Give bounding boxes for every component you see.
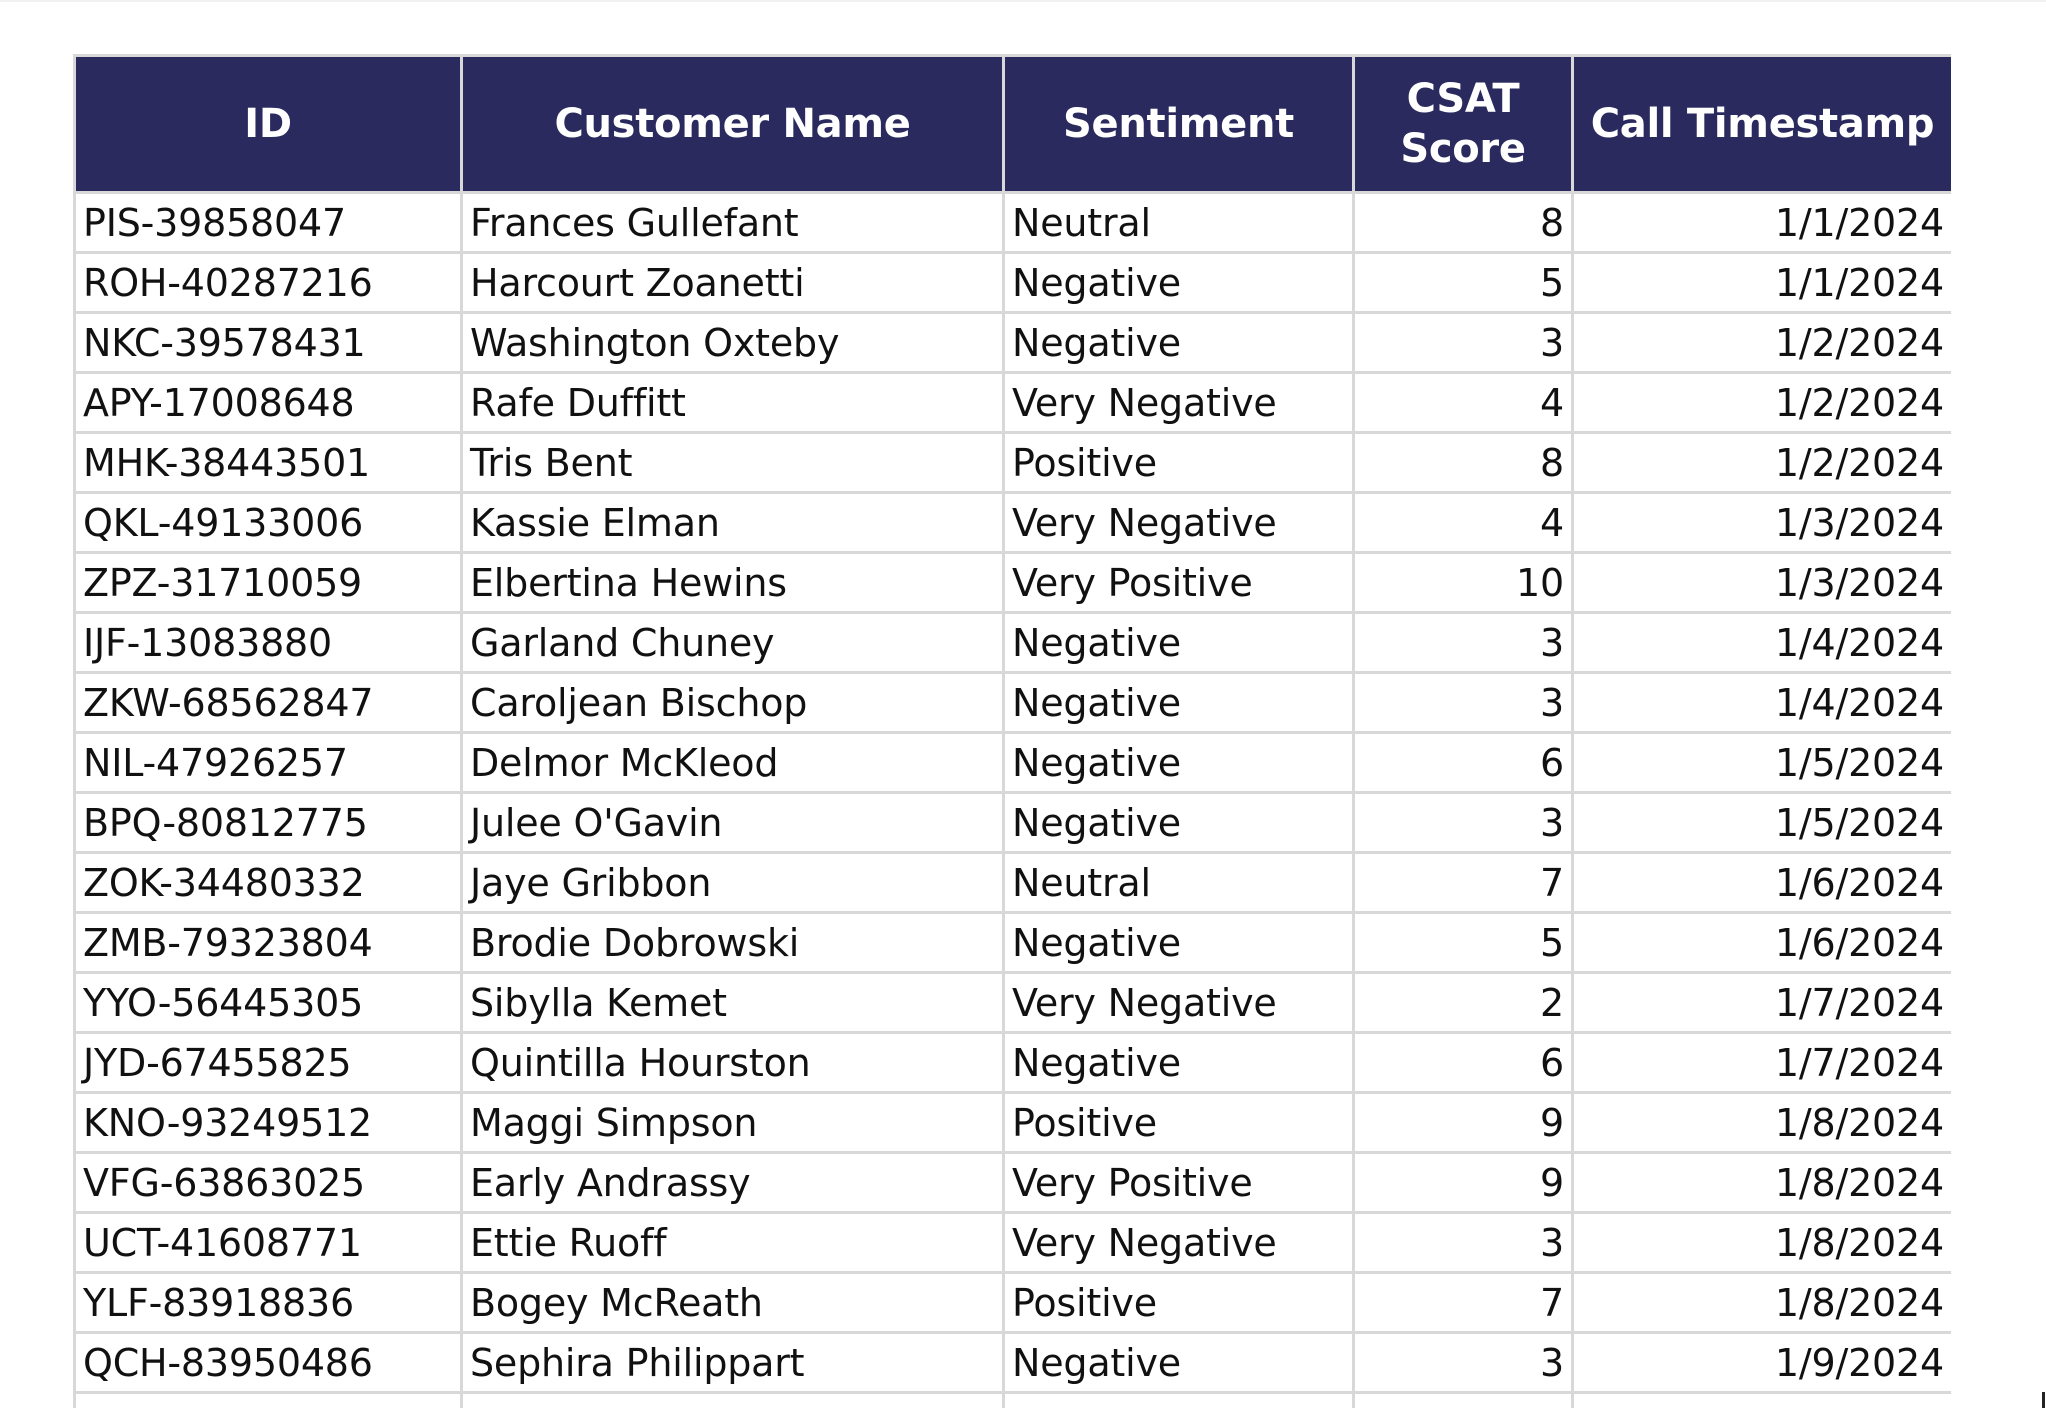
table-row: [75, 313, 1952, 373]
cell-sentiment[interactable]: Very Negative: [1004, 973, 1354, 1033]
top-divider: [0, 0, 2046, 2]
cell-sentiment[interactable]: Neutral: [1004, 193, 1354, 253]
cell-call-timestamp[interactable]: 1/4/2024: [1573, 613, 1952, 673]
table-row: [75, 1393, 1952, 1408]
cell-id[interactable]: UCT-41608771: [75, 1213, 462, 1273]
cell-csat-score[interactable]: 5: [1354, 913, 1573, 973]
header-row: [75, 56, 1952, 193]
cell-sentiment[interactable]: Very Negative: [1004, 373, 1354, 433]
cell-customer-name[interactable]: Julee O'Gavin: [462, 793, 1004, 853]
cell-call-timestamp[interactable]: 1/5/2024: [1573, 793, 1952, 853]
cell-csat-score[interactable]: 3: [1354, 1213, 1573, 1273]
cell-csat-score[interactable]: 10: [1354, 553, 1573, 613]
cell-customer-name[interactable]: Kassie Elman: [462, 493, 1004, 553]
cell-call-timestamp[interactable]: [1573, 1393, 1952, 1408]
cell-sentiment[interactable]: Very Negative: [1004, 493, 1354, 553]
cell-csat-score[interactable]: 7: [1354, 853, 1573, 913]
cell-csat-score[interactable]: 9: [1354, 1093, 1573, 1153]
header-csat-line1: CSAT: [1406, 76, 1520, 122]
cell-sentiment[interactable]: Positive: [1004, 1093, 1354, 1153]
cell-id[interactable]: ZMB-79323804: [75, 913, 462, 973]
table-row: [75, 913, 1952, 973]
cell-id[interactable]: JYD-67455825: [75, 1033, 462, 1093]
header-customer-name[interactable]: Customer Name: [462, 56, 1004, 193]
cell-sentiment[interactable]: [1004, 1393, 1354, 1408]
cell-call-timestamp[interactable]: 1/8/2024: [1573, 1213, 1952, 1273]
cell-call-timestamp[interactable]: 1/1/2024: [1573, 253, 1952, 313]
cell-call-timestamp[interactable]: 1/9/2024: [1573, 1333, 1952, 1393]
header-csat-score[interactable]: [1354, 56, 1573, 193]
cell-call-timestamp[interactable]: 1/3/2024: [1573, 553, 1952, 613]
header-csat-line2: Score: [1400, 126, 1526, 172]
table-row: [75, 733, 1952, 793]
cell-customer-name[interactable]: Caroljean Bischop: [462, 673, 1004, 733]
cell-csat-score[interactable]: 4: [1354, 373, 1573, 433]
cell-call-timestamp[interactable]: 1/2/2024: [1573, 313, 1952, 373]
cell-sentiment[interactable]: Negative: [1004, 613, 1354, 673]
table-row: [75, 493, 1952, 553]
cell-id[interactable]: NIL-47926257: [75, 733, 462, 793]
cell-id[interactable]: NKC-39578431: [75, 313, 462, 373]
table-row: [75, 793, 1952, 853]
cell-sentiment[interactable]: Negative: [1004, 673, 1354, 733]
cell-csat-score[interactable]: 3: [1354, 613, 1573, 673]
cell-call-timestamp[interactable]: 1/2/2024: [1573, 373, 1952, 433]
table-row: [75, 1213, 1952, 1273]
call-records-table: [73, 54, 1951, 1408]
cell-id[interactable]: [75, 1393, 462, 1408]
cell-csat-score[interactable]: [1354, 1393, 1573, 1408]
scroll-edge-marker: [2042, 1392, 2045, 1408]
cell-csat-score[interactable]: 2: [1354, 973, 1573, 1033]
cell-customer-name[interactable]: Rafe Duffitt: [462, 373, 1004, 433]
cell-customer-name[interactable]: Frances Gullefant: [462, 193, 1004, 253]
table-row: [75, 1033, 1952, 1093]
table-row: [75, 853, 1952, 913]
cell-call-timestamp[interactable]: 1/2/2024: [1573, 433, 1952, 493]
table-row: [75, 1153, 1952, 1213]
cell-id[interactable]: APY-17008648: [75, 373, 462, 433]
cell-sentiment[interactable]: Negative: [1004, 313, 1354, 373]
spreadsheet-area: [73, 54, 1951, 1408]
cell-customer-name[interactable]: Harcourt Zoanetti: [462, 253, 1004, 313]
table-row: [75, 1093, 1952, 1153]
cell-id[interactable]: ZPZ-31710059: [75, 553, 462, 613]
cell-customer-name[interactable]: Maggi Simpson: [462, 1093, 1004, 1153]
cell-call-timestamp[interactable]: 1/6/2024: [1573, 853, 1952, 913]
cell-customer-name[interactable]: Sephira Philippart: [462, 1333, 1004, 1393]
table-row: [75, 973, 1952, 1033]
cell-sentiment[interactable]: Negative: [1004, 253, 1354, 313]
cell-call-timestamp[interactable]: 1/5/2024: [1573, 733, 1952, 793]
cell-sentiment[interactable]: Negative: [1004, 1333, 1354, 1393]
cell-call-timestamp[interactable]: 1/7/2024: [1573, 1033, 1952, 1093]
table-row: [75, 433, 1952, 493]
cell-call-timestamp[interactable]: 1/8/2024: [1573, 1093, 1952, 1153]
cell-csat-score[interactable]: 4: [1354, 493, 1573, 553]
cell-csat-score[interactable]: 6: [1354, 1033, 1573, 1093]
table-row: [75, 373, 1952, 433]
table-row: [75, 1273, 1952, 1333]
cell-id[interactable]: IJF-13083880: [75, 613, 462, 673]
cell-id[interactable]: YLF-83918836: [75, 1273, 462, 1333]
cell-customer-name[interactable]: [462, 1393, 1004, 1408]
table-row: [75, 673, 1952, 733]
cell-id[interactable]: YYO-56445305: [75, 973, 462, 1033]
table-row: [75, 613, 1952, 673]
cell-csat-score[interactable]: 3: [1354, 793, 1573, 853]
cell-customer-name[interactable]: Ettie Ruoff: [462, 1213, 1004, 1273]
cell-sentiment[interactable]: Negative: [1004, 913, 1354, 973]
cell-sentiment[interactable]: Neutral: [1004, 853, 1354, 913]
cell-sentiment[interactable]: Negative: [1004, 733, 1354, 793]
cell-customer-name[interactable]: Elbertina Hewins: [462, 553, 1004, 613]
table-row: [75, 553, 1952, 613]
cell-sentiment[interactable]: Very Positive: [1004, 553, 1354, 613]
cell-id[interactable]: ZKW-68562847: [75, 673, 462, 733]
cell-csat-score[interactable]: 6: [1354, 733, 1573, 793]
table-row: [75, 193, 1952, 253]
cell-call-timestamp[interactable]: 1/8/2024: [1573, 1153, 1952, 1213]
header-id[interactable]: ID: [75, 56, 462, 193]
cell-customer-name[interactable]: Brodie Dobrowski: [462, 913, 1004, 973]
cell-customer-name[interactable]: Sibylla Kemet: [462, 973, 1004, 1033]
cell-sentiment[interactable]: Positive: [1004, 1273, 1354, 1333]
cell-csat-score[interactable]: 8: [1354, 433, 1573, 493]
cell-csat-score[interactable]: 5: [1354, 253, 1573, 313]
cell-customer-name[interactable]: Bogey McReath: [462, 1273, 1004, 1333]
cell-customer-name[interactable]: Garland Chuney: [462, 613, 1004, 673]
cell-customer-name[interactable]: Quintilla Hourston: [462, 1033, 1004, 1093]
cell-sentiment[interactable]: Very Positive: [1004, 1153, 1354, 1213]
cell-csat-score[interactable]: 3: [1354, 673, 1573, 733]
cell-customer-name[interactable]: Jaye Gribbon: [462, 853, 1004, 913]
cell-id[interactable]: MHK-38443501: [75, 433, 462, 493]
cell-sentiment[interactable]: Positive: [1004, 433, 1354, 493]
cell-call-timestamp[interactable]: 1/4/2024: [1573, 673, 1952, 733]
cell-sentiment[interactable]: Very Negative: [1004, 1213, 1354, 1273]
cell-id[interactable]: BPQ-80812775: [75, 793, 462, 853]
cell-call-timestamp[interactable]: 1/8/2024: [1573, 1273, 1952, 1333]
cell-id[interactable]: ROH-40287216: [75, 253, 462, 313]
cell-csat-score[interactable]: 7: [1354, 1273, 1573, 1333]
cell-csat-score[interactable]: 8: [1354, 193, 1573, 253]
cell-csat-score[interactable]: 3: [1354, 1333, 1573, 1393]
cell-csat-score[interactable]: 9: [1354, 1153, 1573, 1213]
cell-id[interactable]: KNO-93249512: [75, 1093, 462, 1153]
cell-id[interactable]: VFG-63863025: [75, 1153, 462, 1213]
cell-id[interactable]: QKL-49133006: [75, 493, 462, 553]
cell-call-timestamp[interactable]: 1/3/2024: [1573, 493, 1952, 553]
cell-call-timestamp[interactable]: 1/7/2024: [1573, 973, 1952, 1033]
cell-csat-score[interactable]: 3: [1354, 313, 1573, 373]
cell-id[interactable]: PIS-39858047: [75, 193, 462, 253]
cell-sentiment[interactable]: Negative: [1004, 1033, 1354, 1093]
cell-customer-name[interactable]: Delmor McKleod: [462, 733, 1004, 793]
header-sentiment[interactable]: Sentiment: [1004, 56, 1354, 193]
cell-id[interactable]: QCH-83950486: [75, 1333, 462, 1393]
cell-customer-name[interactable]: Tris Bent: [462, 433, 1004, 493]
cell-id[interactable]: ZOK-34480332: [75, 853, 462, 913]
header-call-timestamp[interactable]: Call Timestamp: [1573, 56, 1952, 193]
cell-call-timestamp[interactable]: 1/1/2024: [1573, 193, 1952, 253]
cell-call-timestamp[interactable]: 1/6/2024: [1573, 913, 1952, 973]
table-row: [75, 1333, 1952, 1393]
cell-customer-name[interactable]: Washington Oxteby: [462, 313, 1004, 373]
cell-sentiment[interactable]: Negative: [1004, 793, 1354, 853]
cell-customer-name[interactable]: Early Andrassy: [462, 1153, 1004, 1213]
table-row: [75, 253, 1952, 313]
